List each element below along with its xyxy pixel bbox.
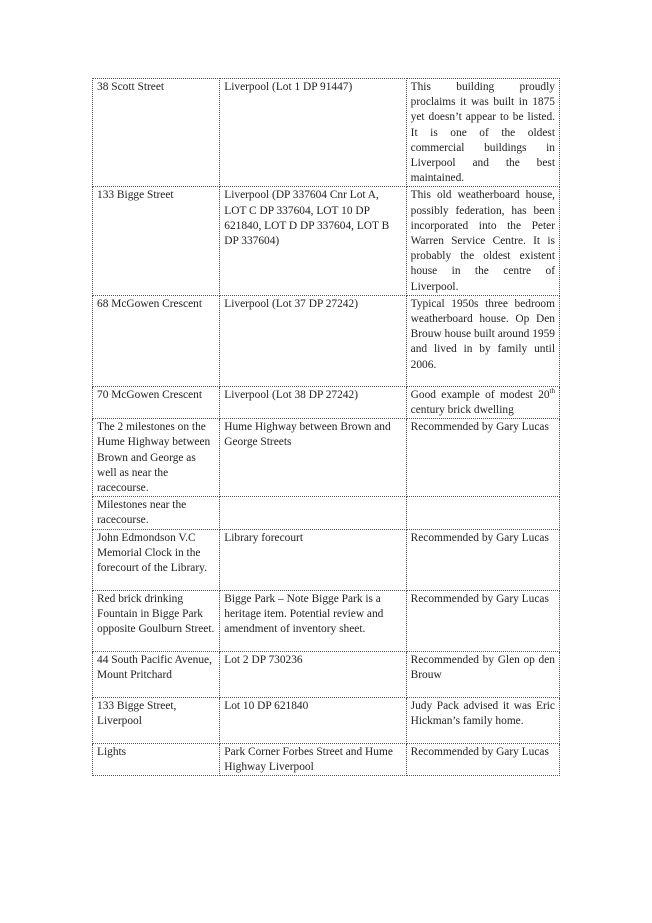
item-name-cell: Red brick drinking Fountain in Bigge Park opposite Goulburn Street.: [93, 590, 220, 651]
item-name-cell: 38 Scott Street: [93, 79, 220, 187]
item-location-cell: [220, 497, 406, 529]
ordinal-suffix: th: [549, 387, 555, 396]
table-row: [93, 187, 560, 295]
item-comment-cell: [406, 386, 559, 418]
item-name-cell: The 2 milestones on the Hume Highway between Brown and George as well as near the racecourse.: [93, 419, 220, 497]
item-location-cell: Library forecourt: [220, 529, 406, 590]
item-name-cell: John Edmondson V.C Memorial Clock in the forecourt of the Library.: [93, 529, 220, 590]
item-comment-cell: [406, 497, 559, 529]
table-row: [93, 419, 560, 497]
item-location-cell: Bigge Park – Note Bigge Park is a heritage item. Potential review and amendment of inventory sheet.: [220, 590, 406, 651]
item-location-cell: Hume Highway between Brown and George Streets: [220, 419, 406, 497]
item-location-cell: Liverpool (DP 337604 Cnr Lot A, LOT C DP 337604, LOT 10 DP 621840, LOT D DP 337604, LOT B DP 337604): [220, 187, 406, 295]
table-row: [93, 651, 560, 697]
table-row: [93, 295, 560, 386]
table-row: [93, 590, 560, 651]
item-location-cell: Park Corner Forbes Street and Hume Highway Liverpool: [220, 743, 406, 775]
item-location-cell: Lot 2 DP 730236: [220, 651, 406, 697]
item-name-cell: Milestones near the racecourse.: [93, 497, 220, 529]
comment-text: century brick dwelling: [410, 404, 514, 417]
item-comment-cell: Recommended by Gary Lucas: [406, 590, 559, 651]
item-comment-cell: Typical 1950s three bedroom weatherboard house. Op Den Brouw house built around 1959 and lived in by family until 2006.: [406, 295, 559, 386]
table-row: [93, 743, 560, 775]
heritage-items-table: [92, 78, 560, 776]
item-comment-cell: Recommended by Gary Lucas: [406, 743, 559, 775]
item-comment-cell: Recommended by Gary Lucas: [406, 419, 559, 497]
item-name-cell: Lights: [93, 743, 220, 775]
item-name-cell: 133 Bigge Street: [93, 187, 220, 295]
table-row: [93, 497, 560, 529]
item-name-cell: 70 McGowen Crescent: [93, 386, 220, 418]
comment-text: Good example of modest 20: [410, 388, 550, 401]
item-location-cell: Liverpool (Lot 38 DP 27242): [220, 386, 406, 418]
table-row: [93, 529, 560, 590]
item-comment-cell: This building proudly proclaims it was built in 1875 yet doesn’t appear to be listed. It is one of the oldest commercial buildings in Liverpool and the best maintained.: [406, 79, 559, 187]
item-location-cell: Lot 10 DP 621840: [220, 697, 406, 743]
item-comment-cell: Recommended by Glen op den Brouw: [406, 651, 559, 697]
item-location-cell: Liverpool (Lot 37 DP 27242): [220, 295, 406, 386]
item-name-cell: 68 McGowen Crescent: [93, 295, 220, 386]
item-name-cell: 44 South Pacific Avenue, Mount Pritchard: [93, 651, 220, 697]
item-comment-cell: Judy Pack advised it was Eric Hickman’s family home.: [406, 697, 559, 743]
table-row: [93, 697, 560, 743]
table-row: [93, 79, 560, 187]
item-location-cell: Liverpool (Lot 1 DP 91447): [220, 79, 406, 187]
table-row: [93, 386, 560, 418]
item-comment-cell: Recommended by Gary Lucas: [406, 529, 559, 590]
item-name-cell: 133 Bigge Street, Liverpool: [93, 697, 220, 743]
item-comment-cell: This old weatherboard house, possibly federation, has been incorporated into the Peter Warren Service Centre. It is probably the oldest existent house in the centre of Liverpool.: [406, 187, 559, 295]
